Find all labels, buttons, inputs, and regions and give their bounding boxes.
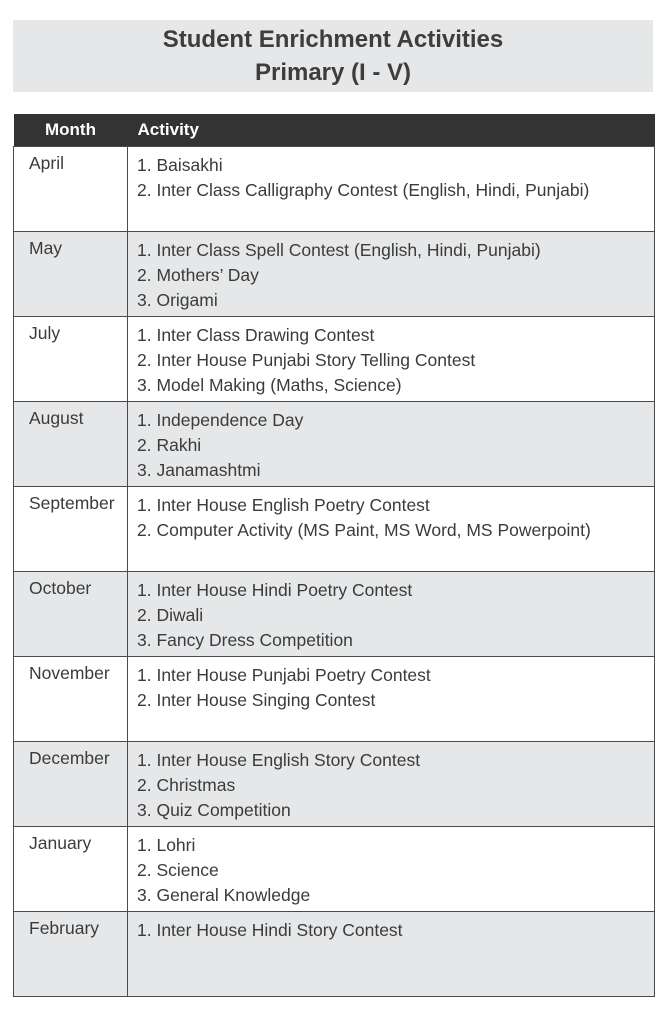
title-banner: [13, 20, 653, 92]
activity-item: 3. Origami: [137, 289, 218, 310]
activity-item: 1. Lohri: [137, 834, 196, 855]
table-row: [14, 486, 655, 571]
month-cell: November: [14, 656, 128, 741]
activity-cell: [128, 146, 655, 231]
month-cell: July: [14, 316, 128, 401]
table-row: [14, 656, 655, 741]
page-title: Student Enrichment Activities: [162, 26, 504, 53]
activity-cell: [128, 316, 655, 401]
activity-item: 1. Inter House English Story Contest: [137, 749, 421, 770]
activity-item: 2. Christmas: [137, 774, 236, 795]
table-row: [14, 571, 655, 656]
activity-cell: [128, 826, 655, 911]
table-header-row: [14, 114, 655, 146]
month-cell: October: [14, 571, 128, 656]
activity-item: 3. Fancy Dress Competition: [137, 629, 353, 650]
activity-item: 3. General Knowledge: [137, 884, 311, 905]
month-column-header: Month: [45, 119, 96, 139]
activity-cell: [128, 741, 655, 826]
month-cell: April: [14, 146, 128, 231]
month-cell: September: [14, 486, 128, 571]
activity-item: 1. Inter House Punjabi Poetry Contest: [137, 664, 431, 685]
month-cell: December: [14, 741, 128, 826]
activity-item: 1. Independence Day: [137, 409, 304, 430]
activity-item: 2. Rakhi: [137, 434, 202, 455]
activity-item: 1. Inter Class Drawing Contest: [137, 324, 375, 345]
activity-cell: [128, 486, 655, 571]
activity-item: 2. Science: [137, 859, 219, 880]
table-row: [14, 401, 655, 486]
activity-item: 1. Inter House Hindi Poetry Contest: [137, 579, 413, 600]
activity-item: 2. Diwali: [137, 604, 204, 625]
activity-item: 2. Computer Activity (MS Paint, MS Word, MS Powerpoint): [137, 519, 591, 540]
table-row: [14, 911, 655, 996]
month-cell: May: [14, 231, 128, 316]
table-row: [14, 146, 655, 231]
table-row: [14, 826, 655, 911]
table-row: [14, 741, 655, 826]
activity-item: 2. Inter House Singing Contest: [137, 689, 376, 710]
activity-item: 1. Inter Class Spell Contest (English, Hindi, Punjabi): [137, 239, 541, 260]
month-cell: August: [14, 401, 128, 486]
activity-item: 3. Janamashtmi: [137, 459, 261, 480]
activity-cell: [128, 231, 655, 316]
activity-item: 1. Inter House Hindi Story Contest: [137, 919, 403, 940]
activities-table: [13, 114, 655, 997]
activity-column-header: Activity: [137, 119, 199, 139]
activity-cell: [128, 911, 655, 996]
activity-item: 3. Model Making (Maths, Science): [137, 374, 402, 395]
activity-item: 3. Quiz Competition: [137, 799, 291, 820]
table-header: [14, 114, 655, 146]
activity-item: 1. Inter House English Poetry Contest: [137, 494, 430, 515]
activity-cell: [128, 656, 655, 741]
month-cell: January: [14, 826, 128, 911]
month-cell: February: [14, 911, 128, 996]
activity-item: 2. Mothers’ Day: [137, 264, 259, 285]
activity-item: 2. Inter House Punjabi Story Telling Contest: [137, 349, 476, 370]
page-subtitle: Primary (I - V): [254, 59, 412, 86]
activity-cell: [128, 401, 655, 486]
activity-item: 2. Inter Class Calligraphy Contest (English, Hindi, Punjabi): [137, 179, 590, 200]
table-row: [14, 316, 655, 401]
table-row: [14, 231, 655, 316]
activity-item: 1. Baisakhi: [137, 154, 223, 175]
activity-cell: [128, 571, 655, 656]
table-body: [14, 146, 655, 996]
